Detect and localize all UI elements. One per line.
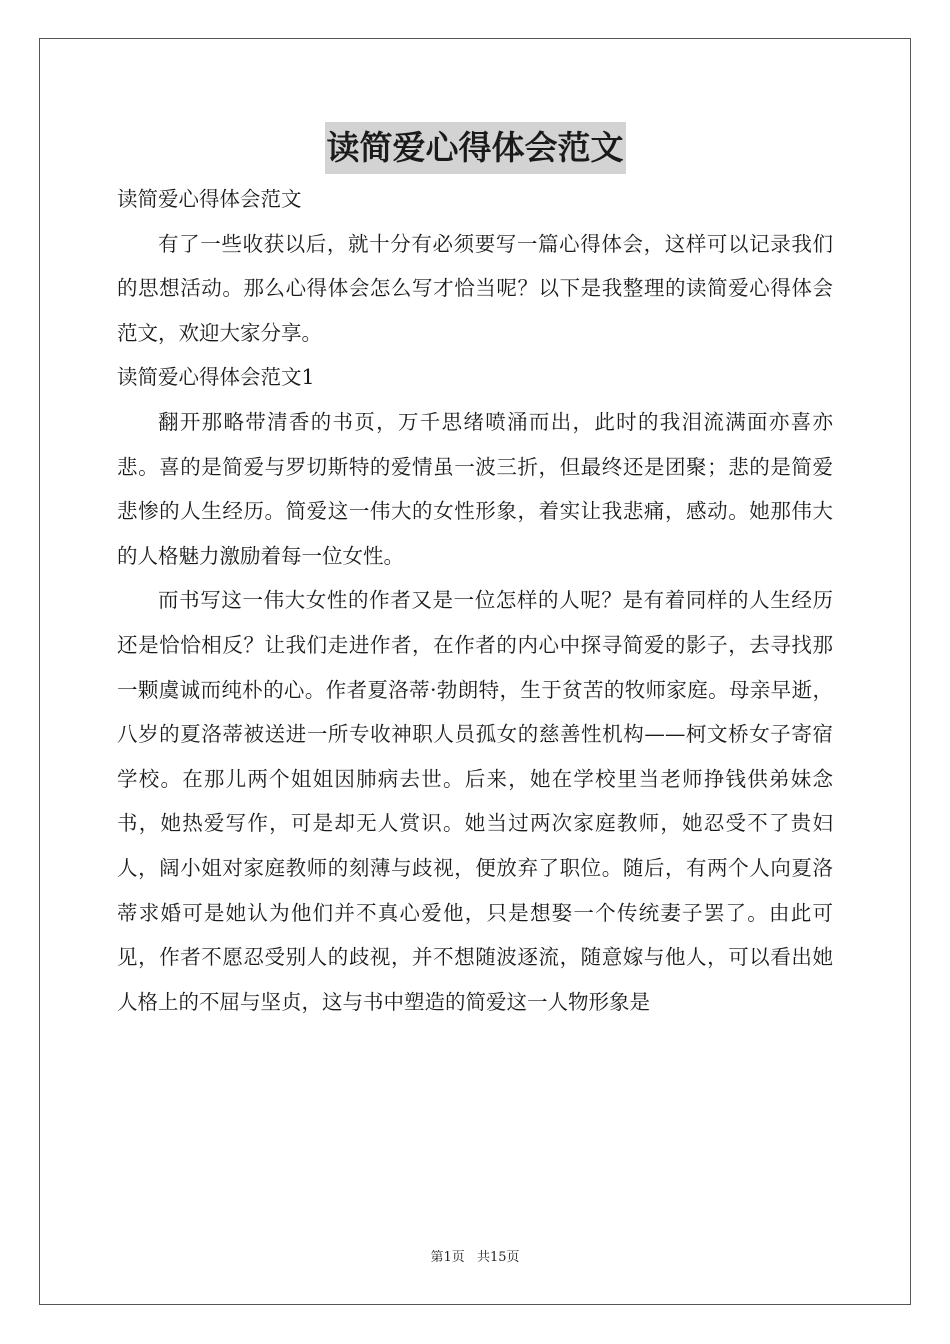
page-number: 第1页 (430, 1250, 465, 1265)
page-total: 共15页 (476, 1250, 520, 1265)
intro-paragraph: 有了一些收获以后，就十分有必须要写一篇心得体会，这样可以记录我们的思想活动。那么心得体会怎么写才恰当呢？以下是我整理的读简爱心得体会范文，欢迎大家分享。 (117, 231, 833, 345)
document-body (117, 177, 833, 1024)
section-heading: 读简爱心得体会范文1 (117, 365, 315, 390)
body-paragraph-1: 翻开那略带清香的书页，万千思绪喷涌而出，此时的我泪流满面亦喜亦悲。喜的是简爱与罗切斯特的爱情虽一波三折，但最终还是团聚；悲的是简爱悲惨的人生经历。简爱这一伟大的女性形象，着实让我悲痛，感动。她那伟大的人格魅力激励着每一位女性。 (117, 409, 833, 568)
page-footer (0, 1246, 950, 1265)
document-subtitle: 读简爱心得体会范文 (117, 187, 302, 211)
document-title: 读简爱心得体会范文 (325, 122, 626, 174)
body-paragraph-2: 而书写这一伟大女性的作者又是一位怎样的人呢？是有着同样的人生经历还是恰恰相反？让我们走进作者，在作者的内心中探寻简爱的影子，去寻找那一颗虞诚而纯朴的心。作者夏洛蒂·勃朗特，生于贫苦的牧师家庭。母亲早逝，八岁的夏洛蒂被送进一所专收神职人员孤女的慈善性机构——柯文桥女子寄宿学校。在那儿两个姐姐因肺病去世。后来，她在学校里当老师挣钱供弟妹念书，她热爱写作，可是却无人赏识。她当过两次家庭教师，她忍受不了贵妇人，阔小姐对家庭教师的刻薄与歧视，便放弃了职位。随后，有两个人向夏洛蒂求婚可是她认为他们并不真心爱他，只是想娶一个传统妻子罢了。由此可见，作者不愿忍受别人的歧视，并不想随波逐流，随意嫁与他人，可以看出她人格上的不屈与坚贞，这与书中塑造的简爱这一人物形象是 (117, 588, 833, 1014)
document-title-wrapper (0, 122, 950, 182)
